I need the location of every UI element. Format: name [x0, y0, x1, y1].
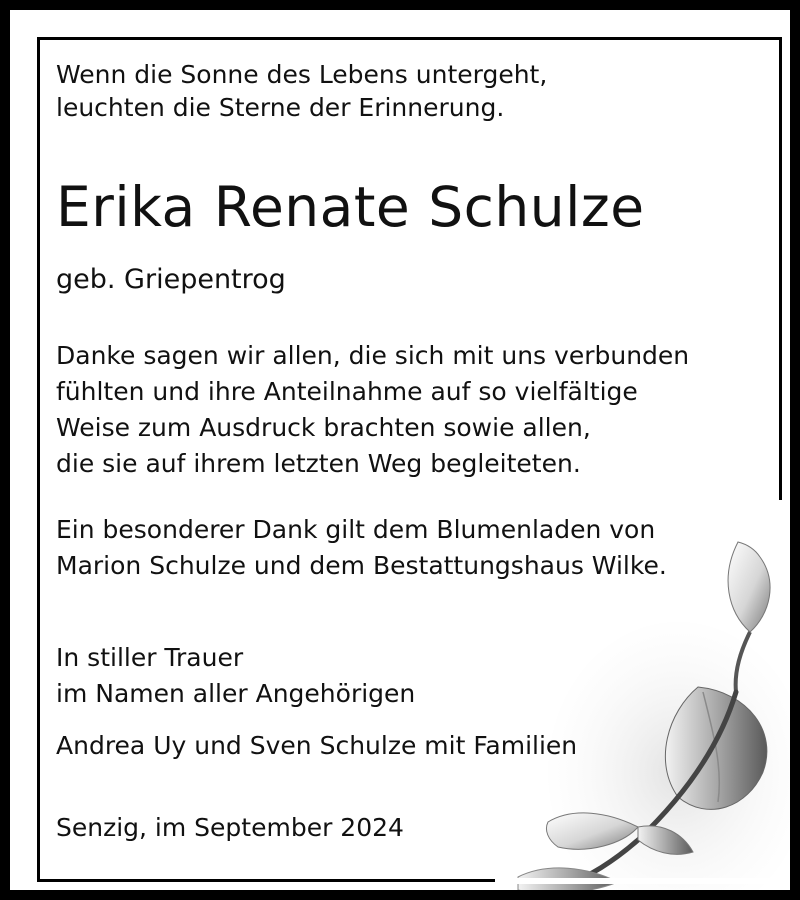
family-signature: Andrea Uy und Sven Schulze mit Familien — [56, 731, 578, 760]
maiden-name: geb. Griepentrog — [56, 264, 286, 295]
memorial-quote: Wenn die Sonne des Lebens untergeht, leuchten die Sterne der Erinnerung. — [56, 60, 548, 122]
frame-bottom-gap — [495, 878, 785, 884]
thanks-paragraph: Danke sagen wir allen, die sich mit uns verbunden fühlten und ihre Anteilnahme auf so vielfältige Weise zum Ausdruck brachten sowie allen, die sie auf ihrem letzten Weg begleiteten. — [56, 341, 690, 478]
place-date: Senzig, im September 2024 — [56, 813, 404, 842]
mourning-note: In stiller Trauer im Namen aller Angehörigen — [56, 643, 416, 708]
deceased-name: Erika Renate Schulze — [56, 175, 645, 239]
special-thanks-paragraph: Ein besonderer Dank gilt dem Blumenladen von Marion Schulze und dem Bestattungshaus Wilke. — [56, 515, 667, 580]
frame-right-line — [779, 37, 782, 500]
